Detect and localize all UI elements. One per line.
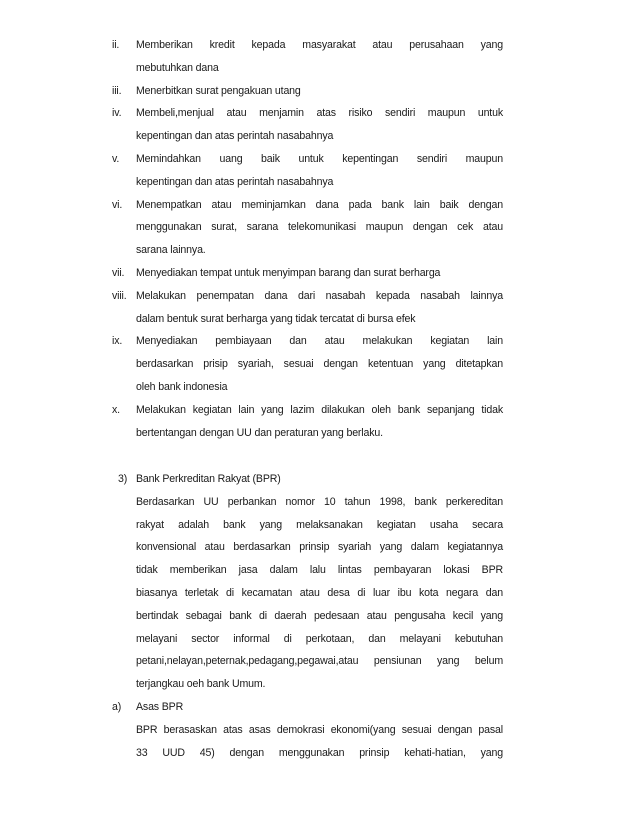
list-item-line: Melakukan penempatan dana dari nasabah kepada nasabah lainnya [136, 289, 503, 302]
list-item-line: berdasarkan prisip syariah, sesuai dengan ketentuan yang ditetapkan [136, 358, 503, 371]
list-item-line: Menyediakan tempat untuk menyimpan barang dan surat berharga [136, 267, 441, 279]
list-item-line: Membeli,menjual atau menjamin atas risiko sendiri maupun untuk [136, 107, 503, 120]
list-marker: vi. [112, 198, 123, 211]
paragraph-line: rakyat adalah bank yang melaksanakan kegiatan usaha secara [136, 518, 503, 531]
list-marker: ix. [112, 335, 123, 348]
list-marker: iv. [112, 107, 122, 120]
section-heading: Asas BPR [136, 701, 184, 713]
paragraph-line: terjangkau oeh bank Umum. [136, 678, 266, 691]
paragraph-line: biasanya terletak di kecamatan atau desa di luar ibu kota negara dan [136, 587, 503, 599]
paragraph-line: BPR berasaskan atas asas demokrasi ekonomi(yang sesuai dengan pasal [136, 723, 503, 736]
list-item-line: Memindahkan uang baik untuk kepentingan sendiri maupun [136, 153, 503, 165]
paragraph-line: Berdasarkan UU perbankan nomor 10 tahun 1998, bank perkereditan [136, 495, 503, 508]
list-item-line: Memberikan kredit kepada masyarakat atau perusahaan yang [136, 39, 503, 51]
list-marker: vii. [112, 267, 125, 279]
list-item-line: sarana lainnya. [136, 244, 206, 257]
list-item-line: Menempatkan atau meminjamkan dana pada bank lain baik dengan [136, 198, 503, 211]
list-item-line: menggunakan surat, sarana telekomunikasi maupun dengan cek atau [136, 221, 503, 234]
list-marker: ii. [112, 39, 120, 51]
paragraph-line: petani,nelayan,peternak,pedagang,pegawai,atau pensiunan yang belum [136, 655, 503, 668]
list-item-line: oleh bank indonesia [136, 380, 228, 393]
paragraph-line: 33 UUD 45) dengan menggunakan prinsip kehati-hatian, yang [136, 746, 503, 759]
list-item-line: Menyediakan pembiayaan dan atau melakukan kegiatan lain [136, 335, 503, 348]
list-marker: iii. [112, 84, 122, 97]
list-item-line: Menerbitkan surat pengakuan utang [136, 84, 301, 97]
paragraph-line: tidak memberikan jasa dalam lalu lintas pembayaran lokasi BPR [136, 564, 503, 577]
paragraph-line: konvensional atau berdasarkan prinsip syariah yang dalam kegiatannya [136, 541, 503, 554]
paragraph-line: bertindak sebagai bank di daerah pedesaan atau pengusaha kecil yang [136, 609, 503, 622]
list-marker: x. [112, 403, 120, 416]
list-marker: viii. [112, 289, 127, 302]
list-item-line: mebutuhkan dana [136, 61, 219, 74]
list-item-line: bertentangan dengan UU dan peraturan yang berlaku. [136, 426, 383, 439]
paragraph-line: melayani sector informal di perkotaan, dan melayani kebutuhan [136, 632, 503, 645]
section-marker: a) [112, 701, 122, 713]
list-item-line: dalam bentuk surat berharga yang tidak tercatat di bursa efek [136, 312, 416, 325]
section-heading: Bank Perkreditan Rakyat (BPR) [136, 473, 281, 485]
section-marker: 3) [118, 473, 128, 485]
list-item-line: Melakukan kegiatan lain yang lazim dilakukan oleh bank sepanjang tidak [136, 403, 503, 416]
list-marker: v. [112, 153, 120, 165]
list-item-line: kepentingan dan atas perintah nasabahnya [136, 130, 334, 143]
list-item-line: kepentingan dan atas perintah nasabahnya [136, 175, 334, 188]
